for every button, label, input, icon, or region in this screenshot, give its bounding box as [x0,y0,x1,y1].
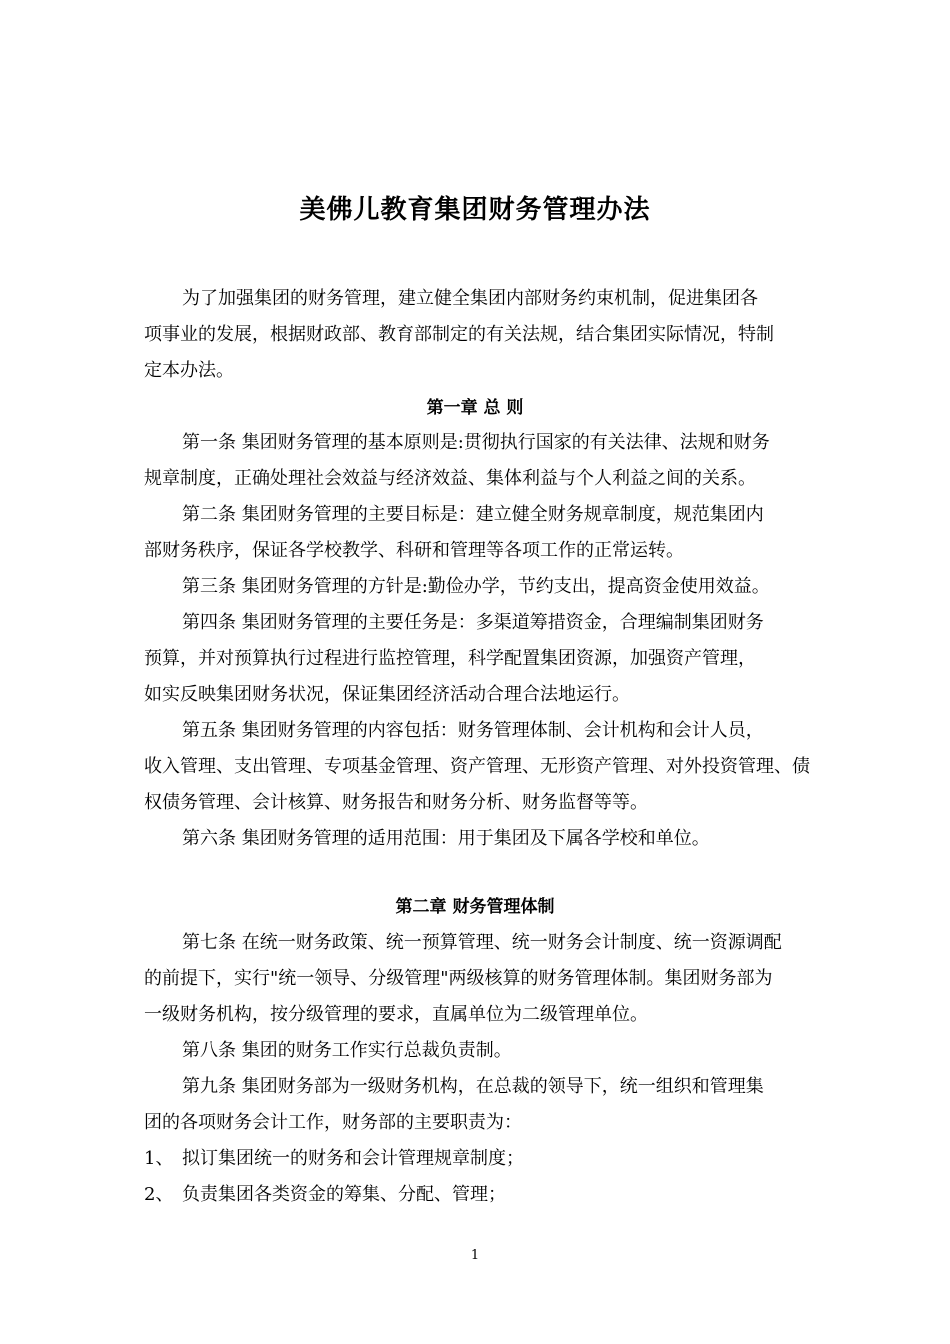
list-item-number: 2、 [144,1184,174,1205]
page-number: 1 [470,1248,480,1263]
document-title: 美佛儿教育集团财务管理办法 [299,195,651,225]
chapter-1-heading: 第一章 总 则 [426,398,524,418]
article-line: 团的各项财务会计工作，财务部的主要职责为： [144,1112,522,1133]
article-line: 第六条 集团财务管理的适用范围：用于集团及下属各学校和单位。 [182,828,710,849]
article-line: 第八条 集团的财务工作实行总裁负责制。 [182,1040,512,1061]
article-line: 第四条 集团财务管理的主要任务是：多渠道筹措资金，合理编制集团财务 [182,612,764,633]
list-item-number: 1、 [144,1148,174,1169]
article-line: 规章制度，正确处理社会效益与经济效益、集体利益与个人利益之间的关系。 [144,468,756,489]
article-line: 第七条 在统一财务政策、统一预算管理、统一财务会计制度、统一资源调配 [182,932,782,953]
article-line: 权债务管理、会计核算、财务报告和财务分析、财务监督等等。 [144,792,648,813]
intro-line: 为了加强集团的财务管理，建立健全集团内部财务约束机制，促进集团各 [182,288,758,309]
article-line: 第九条 集团财务部为一级财务机构，在总裁的领导下，统一组织和管理集 [182,1076,764,1097]
list-item-text: 拟订集团统一的财务和会计管理规章制度； [182,1148,524,1169]
chapter-2-heading: 第二章 财务管理体制 [395,897,555,917]
list-item-text: 负责集团各类资金的筹集、分配、管理； [182,1184,506,1205]
article-line: 第五条 集团财务管理的内容包括：财务管理体制、会计机构和会计人员， [182,720,764,741]
article-line: 的前提下，实行"统一领导、分级管理"两级核算的财务管理体制。集团财务部为 [144,968,773,989]
article-line: 一级财务机构，按分级管理的要求，直属单位为二级管理单位。 [144,1004,648,1025]
intro-line: 定本办法。 [144,360,234,381]
article-line: 第二条 集团财务管理的主要目标是：建立健全财务规章制度，规范集团内 [182,504,764,525]
article-line: 第一条 集团财务管理的基本原则是:贯彻执行国家的有关法律、法规和财务 [182,432,770,453]
article-line: 收入管理、支出管理、专项基金管理、资产管理、无形资产管理、对外投资管理、债 [144,756,810,777]
article-line: 部财务秩序，保证各学校教学、科研和管理等各项工作的正常运转。 [144,540,684,561]
article-line: 预算，并对预算执行过程进行监控管理，科学配置集团资源，加强资产管理， [144,648,756,669]
article-line: 第三条 集团财务管理的方针是:勤俭办学，节约支出，提高资金使用效益。 [182,576,770,597]
article-line: 如实反映集团财务状况，保证集团经济活动合理合法地运行。 [144,684,630,705]
intro-line: 项事业的发展，根据财政部、教育部制定的有关法规，结合集团实际情况，特制 [144,324,774,345]
